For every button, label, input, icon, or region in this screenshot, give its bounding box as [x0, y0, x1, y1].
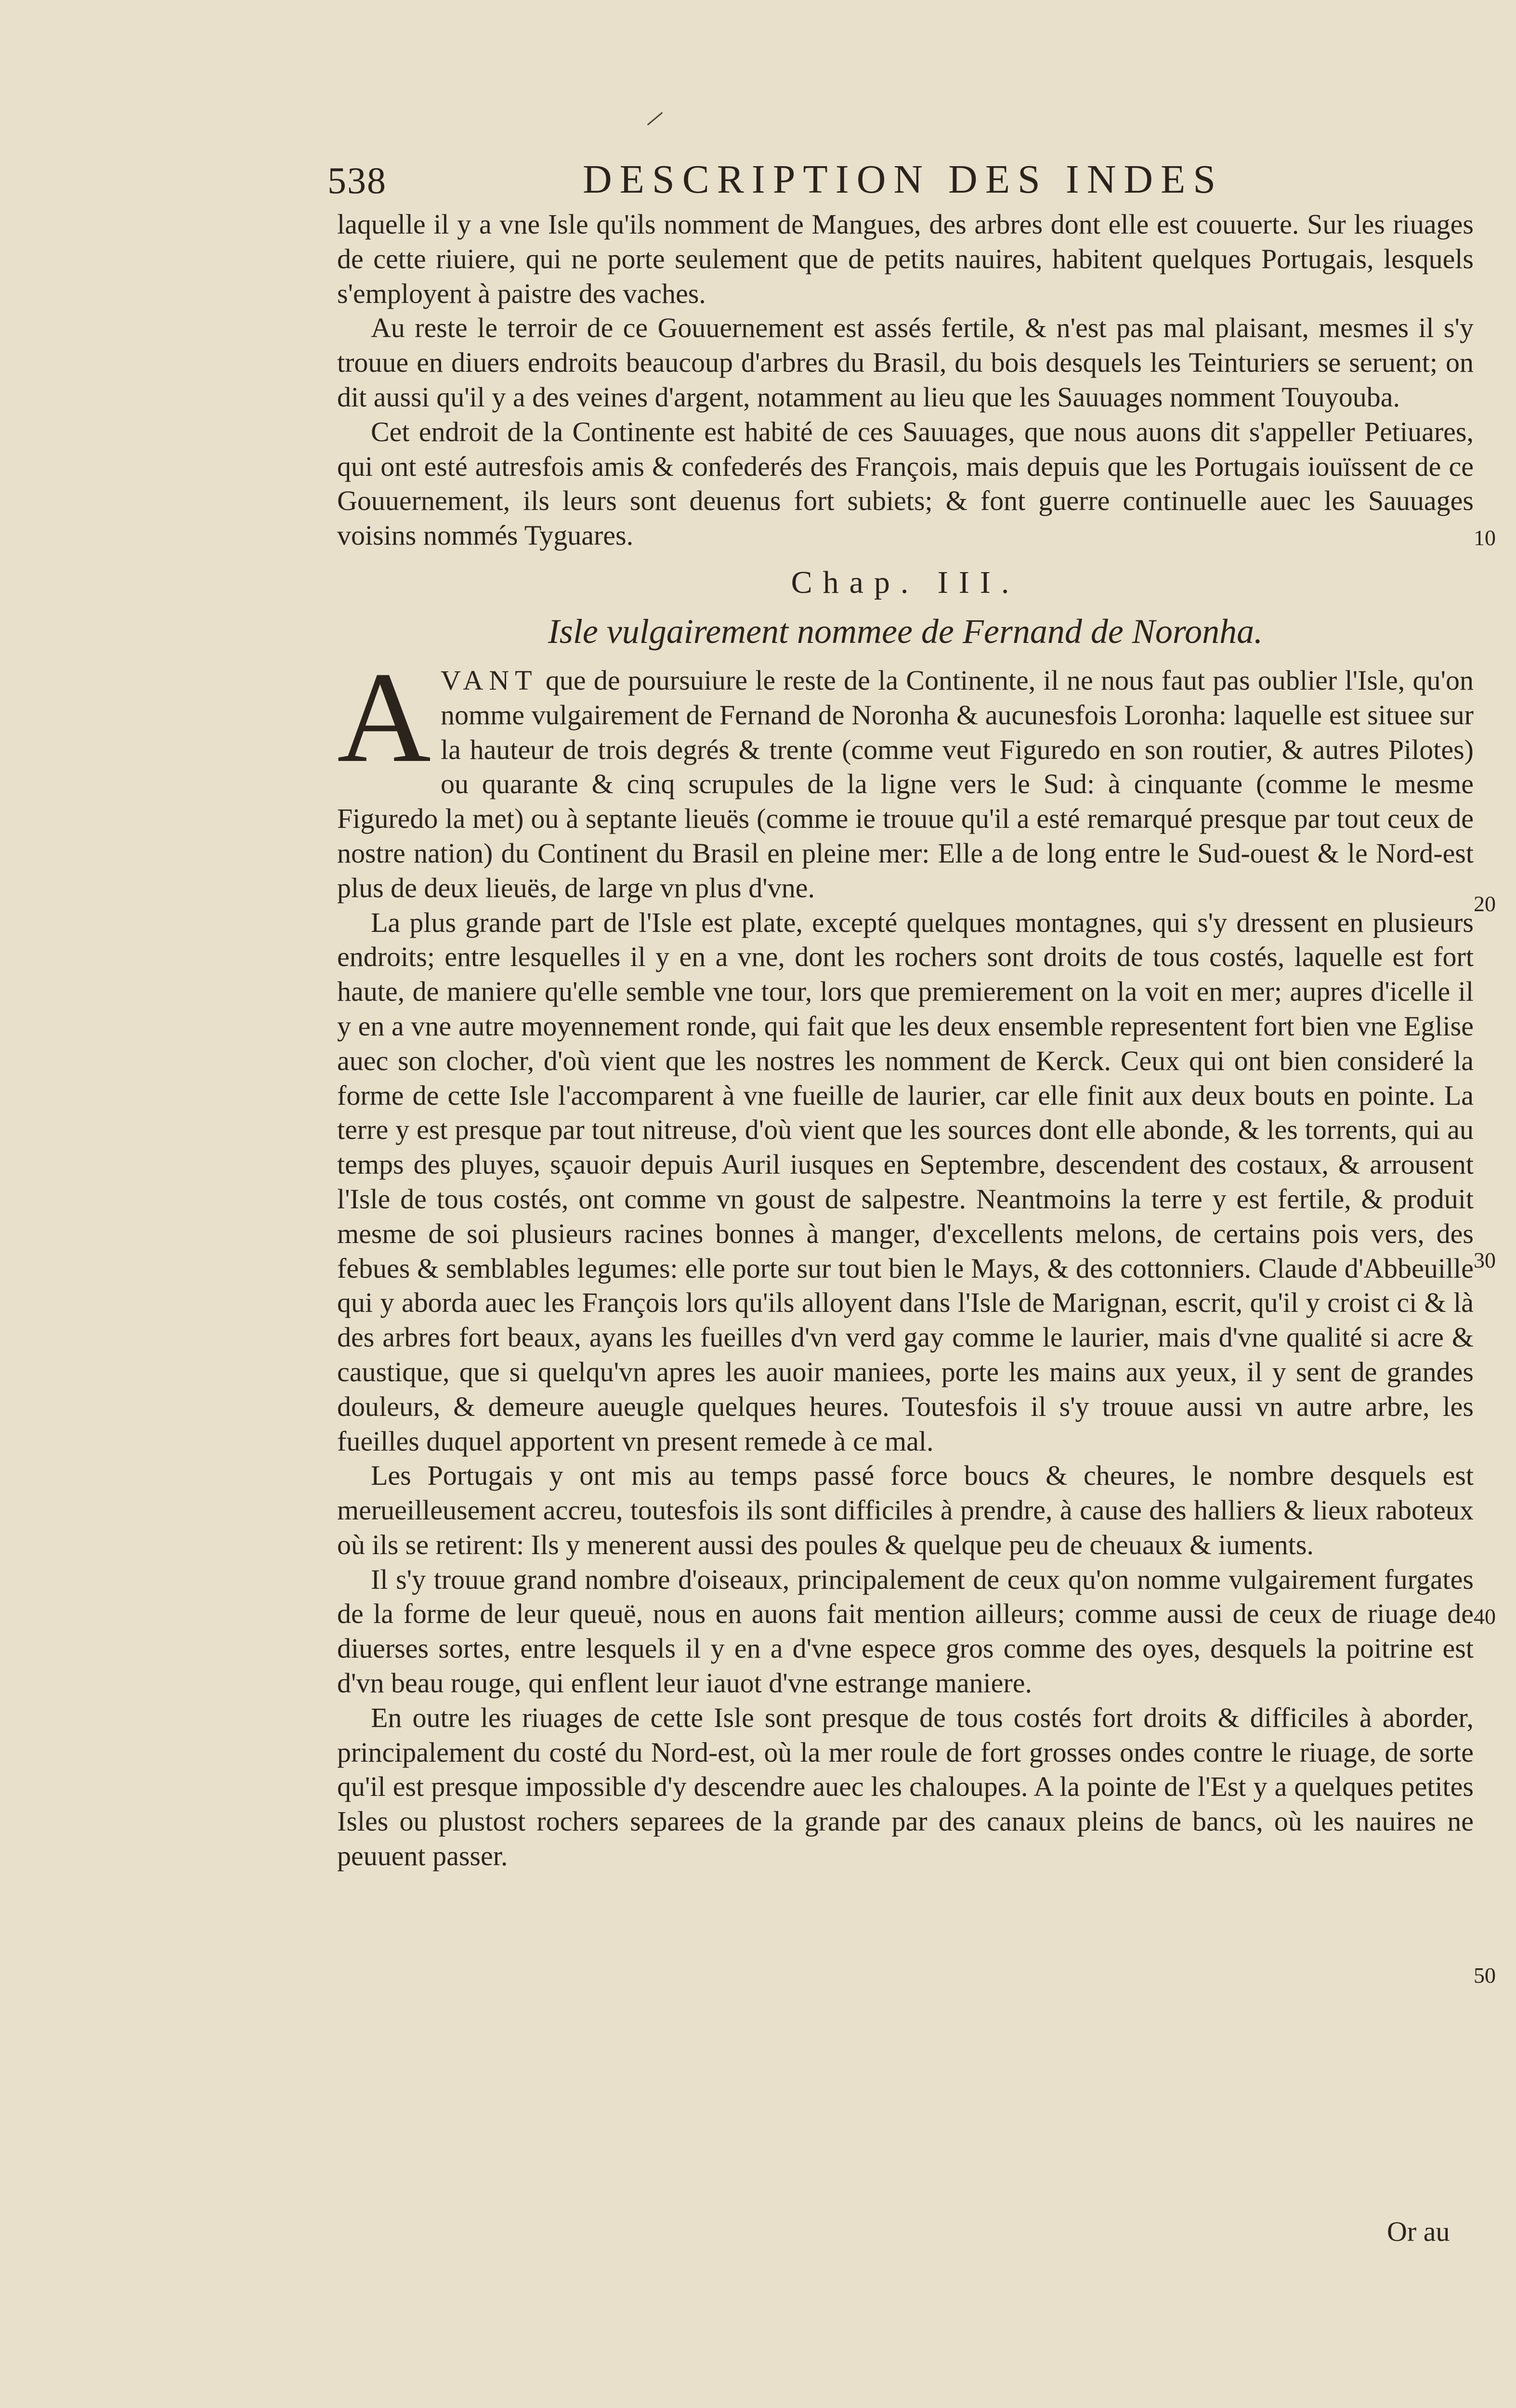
- margin-number: 40: [1474, 1604, 1496, 1629]
- margin-number: 30: [1474, 1248, 1496, 1272]
- opening-paragraph-text: que de poursuiure le reste de la Continente, il ne nous faut pas oublier l'Isle, qu'on nomme vulgairement de Fernand de Noronha & aucunesfois Loronha: laquelle est situee sur la hauteur de trois degrés & trente (comme veut Figuredo en son routier, & autres Pilotes) ou quarante & cinq scrupules de la ligne vers le Sud: à cinquante (comme le mesme Figuredo la met) ou à septante lieuës (comme ie trouue qu'il a esté remarqué presque par tout ceux de nostre nation) du Continent du Brasil en pleine mer: Elle a de long entre le Sud-ouest & le Nord-est plus de deux lieuës, de large vn plus d'vne.: [337, 664, 1474, 903]
- margin-number: 20: [1474, 891, 1496, 916]
- paragraph: laquelle il y a vne Isle qu'ils nomment de Mangues, des arbres dont elle est couuerte. Sur les riuages de cette riuiere, qui ne porte seulement que de petits nauires, habitent quelques Portugais, lesquels s'employent à paistre des vaches.: [337, 209, 1474, 309]
- chapter-heading: Chap. III.: [791, 564, 1020, 600]
- catchword: Or au: [1387, 2216, 1450, 2247]
- paragraph: Cet endroit de la Continente est habité de ces Sauuages, que nous auons dit s'appeller Petiuares, qui ont esté autresfois amis & confederés des François, mais depuis que les Portugais iouïssent de ce Gouuernement, ils leurs sont deuenus fort subiets; & font guerre continuelle auec les Sauuages voisins nommés Tyguares.: [337, 416, 1474, 551]
- paragraph: En outre les riuages de cette Isle sont presque de tous costés fort droits & difficiles à aborder, principalement du costé du Nord-est, où la mer roule de fort grosses ondes contre le riuage, de sorte qu'il est presque impossible d'y descendre auec les chaloupes. A la pointe de l'Est y a quelques petites Isles ou plustost rochers separees de la grande par des canaux pleins de bancs, où les nauires ne peuuent passer.: [337, 1701, 1474, 1872]
- running-head: DESCRIPTION DES INDES: [583, 157, 1224, 202]
- page-header: [327, 159, 1464, 212]
- margin-number: 50: [1474, 1963, 1496, 1988]
- chapter-opening-paragraph: [337, 645, 1474, 905]
- first-word-small-caps: VANT: [441, 664, 538, 696]
- paragraph: Les Portugais y ont mis au temps passé force boucs & cheures, le nombre desquels est merueilleusement accreu, toutesfois ils sont difficiles à prendre, à cause des halliers & lieux raboteux où ils se retirent: Ils y menerent aussi des poules & quelque peu de cheuaux & iuments.: [337, 1460, 1474, 1560]
- paragraph: La plus grande part de l'Isle est plate, excepté quelques montagnes, qui s'y dressent en plusieurs endroits; entre lesquelles il y en a vne, dont les rochers sont droits de tous costés, laquelle est fort haute, de maniere qu'elle semble vne tour, lors que premierement on la voit en mer; aupres d'icelle il y en a vne autre moyennement ronde, qui fait que les deux ensemble representent fort bien vne Eglise auec son clocher, d'où vient que les nostres les nomment de Kerck. Ceux qui ont bien consideré la forme de cette Isle l'accomparent à vne fueille de laurier, car elle finit aux deux bouts en pointe. La terre y est presque par tout nitreuse, d'où vient que les sources dont elle abonde, & les torrents, qui au temps des pluyes, sçauoir depuis Auril iusques en Septembre, descendent des costaux, & arrousent l'Isle de tous costés, ont comme vn goust de salpestre. Neantmoins la terre y est fertile, & produit mesme de soi plusieurs racines bonnes à manger, d'excellents melons, de certains pois vers, des febues & semblables legumes: elle porte sur tout bien le Mays, & des cottonniers. Claude d'Abbeuille qui y aborda auec les François lors qu'ils alloyent dans l'Isle de Marignan, escrit, qu'il y croist ci & là des arbres fort beaux, ayans les fueilles d'vn verd gay comme le laurier, mais d'vne qualité si acre & caustique, que si quelqu'vn apres les auoir maniees, porte les mains aux yeux, il y sent de grandes douleurs, & demeure aueugle quelques heures. Toutesfois il s'y trouue aussi vn autre arbre, les fueilles duquel apportent vn present remede à ce mal.: [337, 906, 1474, 1457]
- ink-mark: [647, 112, 663, 125]
- text-block: [337, 207, 1474, 1873]
- drop-cap: A: [337, 645, 431, 789]
- paragraph: Au reste le terroir de ce Gouuernement est assés fertile, & n'est pas mal plaisant, mesmes il s'y trouue en diuers endroits beaucoup d'arbres du Brasil, du bois desquels les Teinturiers se seruent; on dit aussi qu'il y a des veines d'argent, notamment au lieu que les Sauuages nomment Touyouba.: [337, 312, 1474, 413]
- page-number: 538: [327, 159, 387, 201]
- margin-number: 10: [1474, 525, 1496, 550]
- chapter-subtitle: Isle vulgairement nommee de Fernand de Noronha.: [548, 612, 1263, 651]
- paragraph: Il s'y trouue grand nombre d'oiseaux, principalement de ceux qu'on nomme vulgairement furgates de la forme de leur queuë, nous en auons fait mention ailleurs; comme aussi de ceux de riuage de diuerses sortes, entre lesquels il y en a d'vne espece gros comme des oyes, desquels la poitrine est d'vn beau rouge, qui enflent leur iauot d'vne estrange maniere.: [337, 1563, 1474, 1699]
